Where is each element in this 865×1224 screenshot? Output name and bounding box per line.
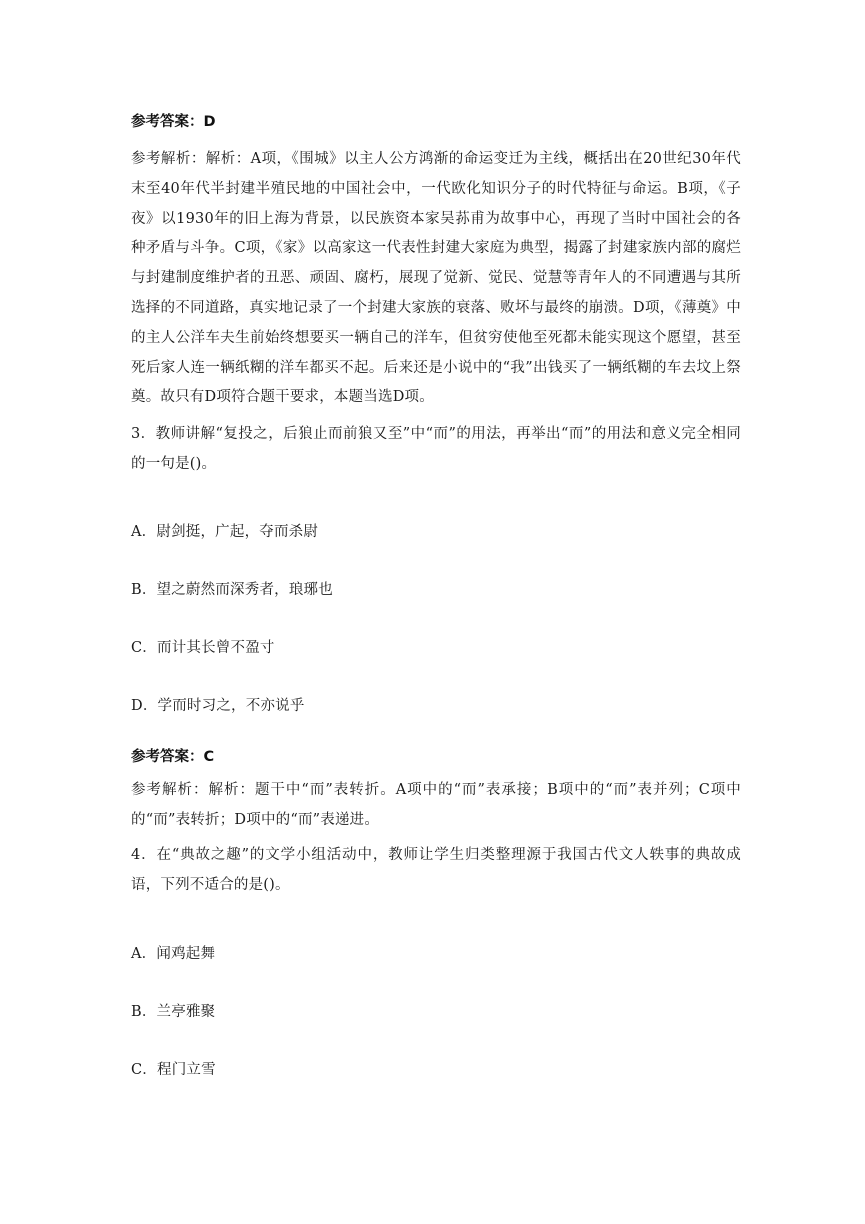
q3-stem: 3．教师讲解“复投之，后狼止而前狼又至”中“而”的用法，再举出“而”的用法和意义完全相同的一句是()。 — [131, 426, 741, 472]
q3-option-c: C．而计其长曾不盈寸 — [131, 639, 275, 656]
q3-option-d: D．学而时习之，不亦说乎 — [131, 697, 305, 714]
q3-option-b: B．望之蔚然而深秀者，琅琊也 — [131, 581, 333, 598]
q2-answer: 参考答案：D — [131, 114, 216, 130]
q3-explanation: 参考解析：解析：题干中“而”表转折。A项中的“而”表承接；B项中的“而”表并列；C项中的“而”表转折；D项中的“而”表递进。 — [131, 781, 741, 828]
q4-stem: 4．在“典故之趣”的文学小组活动中，教师让学生归类整理源于我国古代文人轶事的典故成语，下列不适合的是()。 — [131, 847, 741, 894]
q4-option-b: B．兰亭雅聚 — [131, 1003, 216, 1020]
q4-option-a: A．闻鸡起舞 — [131, 945, 216, 962]
q2-explanation: 参考解析：解析：A项，《围城》以主人公方鸿渐的命运变迁为主线，概括出在20世纪30年代末至40年代半封建半殖民地的中国社会中，一代欧化知识分子的时代特征与命运。B项，《子夜》以1930年的旧上海为背景，以民族资本家吴荪甫为故事中心，再现了当时中国社会的各种矛盾与斗争。C项，《家》以高家这一代表性封建大家庭为典型，揭露了封建家族内部的腐烂与封建制度维护者的丑恶、顽固、腐朽，展现了觉新、觉民、觉慧等青年人的不同遭遇与其所选择的不同道路，真实地记录了一个封建大家族的衰落、败坏与最终的崩溃。D项，《薄奠》中的主人公洋车夫生前始终想要买一辆自己的洋车，但贫穷使他至死都未能实现这个愿望，甚至死后家人连一辆纸糊的洋车都买不起。后来还是小说中的“我”出钱买了一辆纸糊的车去坟上祭奠。故只有D项符合题干要求，本题当选D项。 — [131, 151, 741, 406]
q3-answer: 参考答案：C — [131, 748, 215, 765]
document-page — [131, 112, 741, 1080]
q4-option-c: C．程门立雪 — [131, 1061, 216, 1078]
q3-option-a: A．尉剑挺，广起，夺而杀尉 — [131, 523, 319, 540]
